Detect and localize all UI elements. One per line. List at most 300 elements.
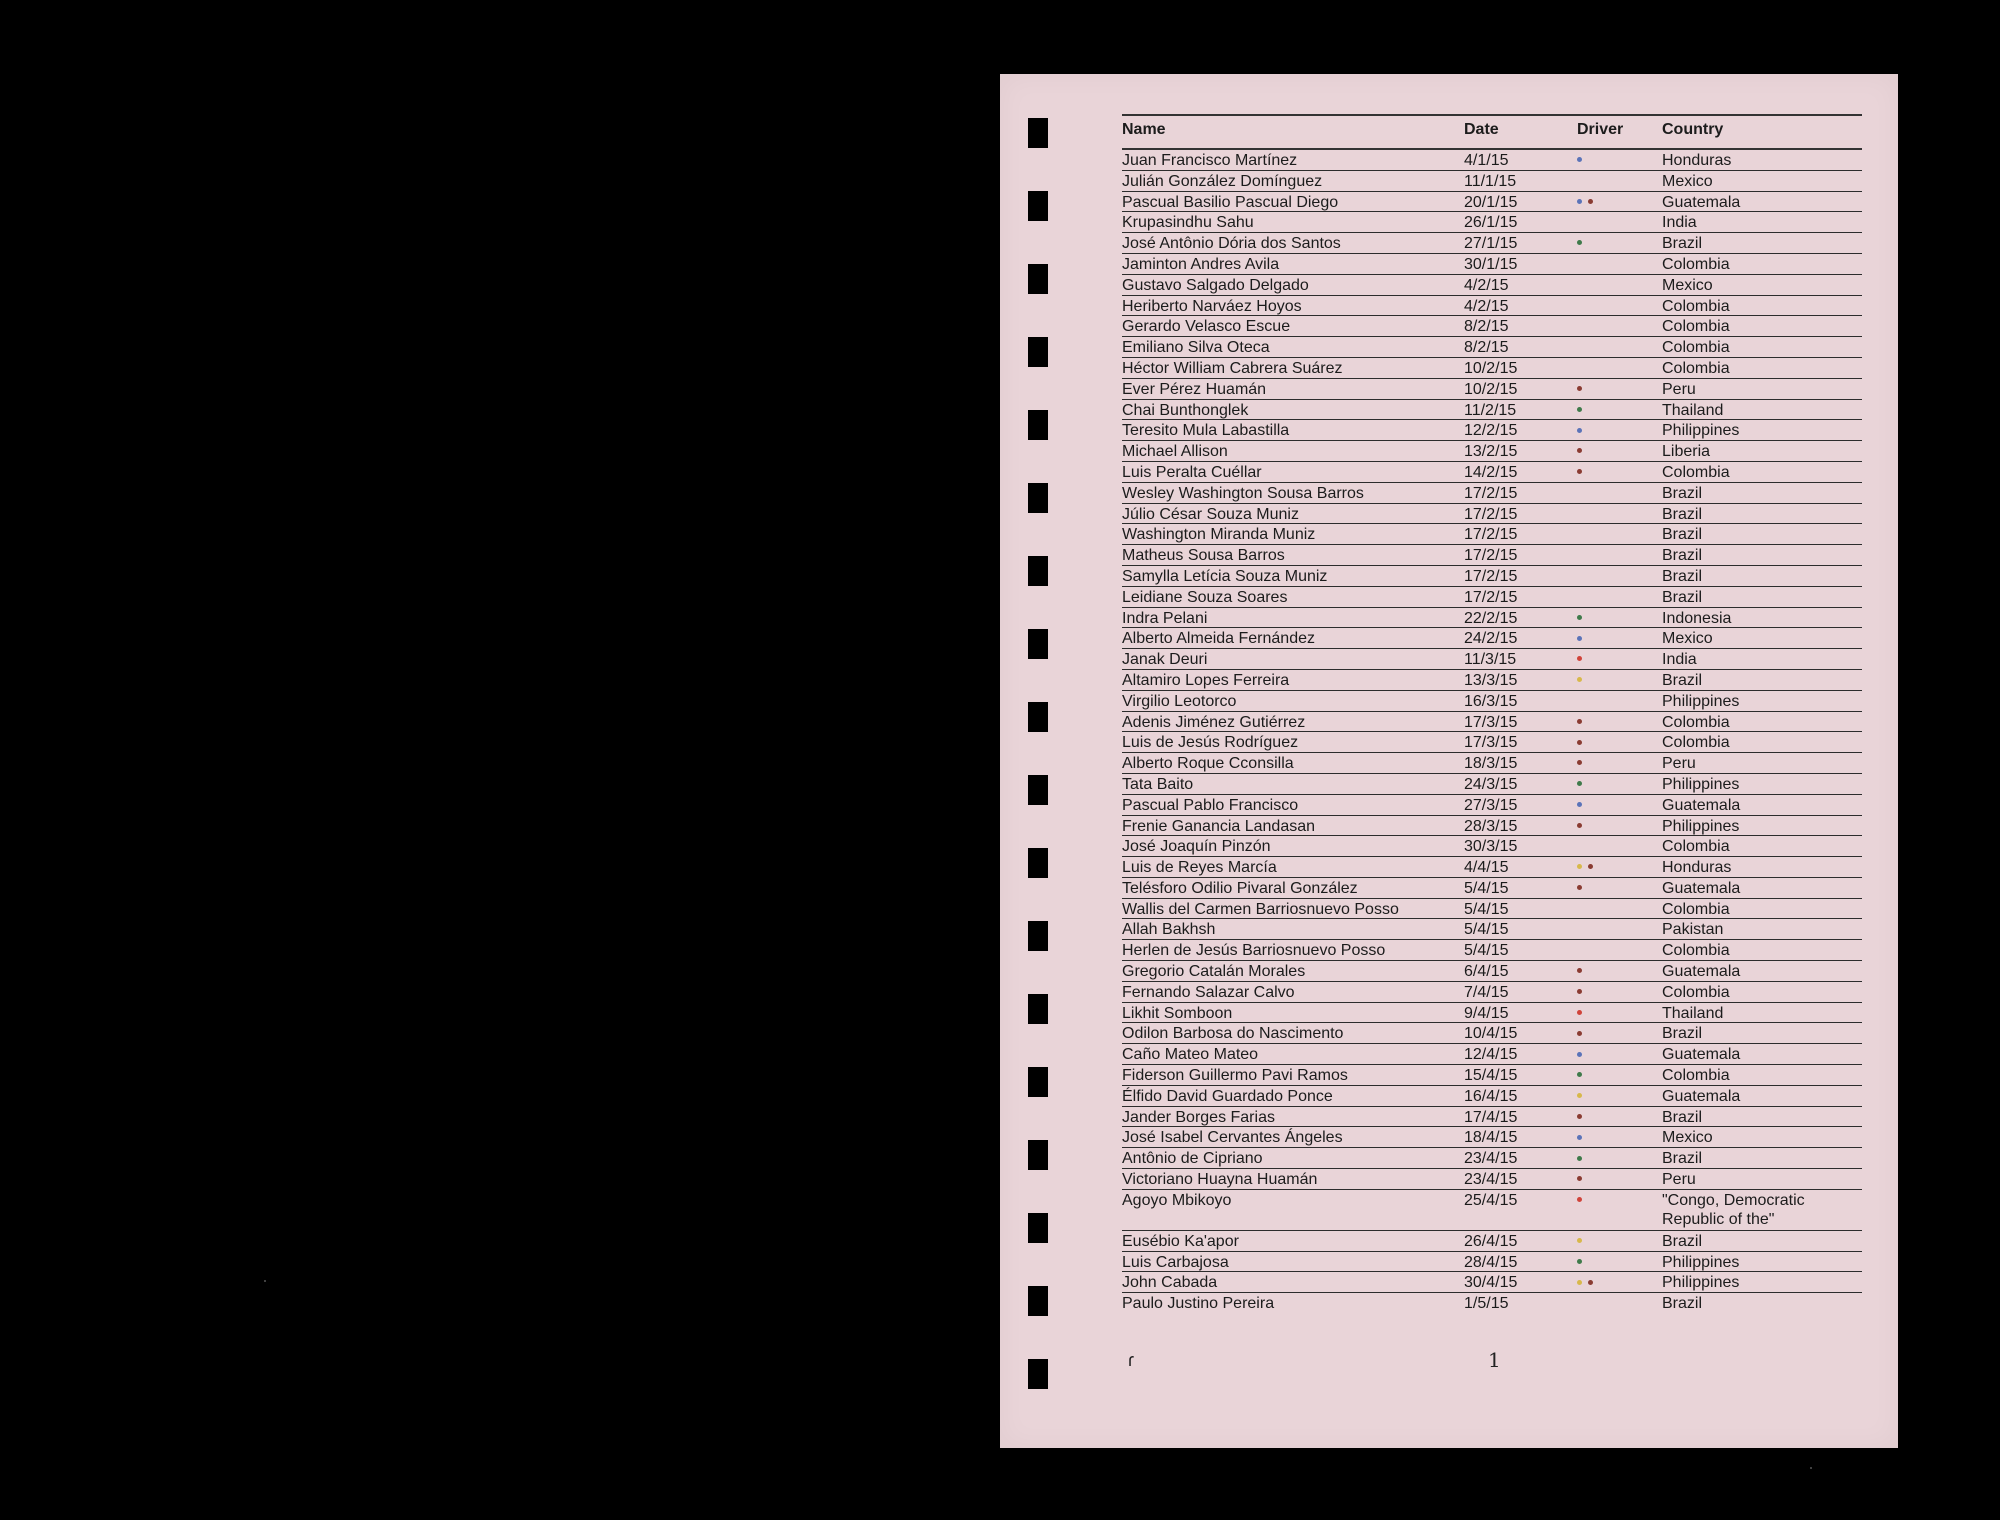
cell-driver [1577, 857, 1599, 876]
cell-driver [1577, 1231, 1588, 1250]
header-date: Date [1464, 121, 1499, 138]
table-row [1122, 233, 1862, 254]
cell-name: Pascual Pablo Francisco [1122, 796, 1299, 814]
cell-country: Colombia [1662, 359, 1730, 377]
cell-date: 16/4/15 [1464, 1087, 1518, 1105]
cell-date: 9/4/15 [1464, 1004, 1509, 1022]
table-row [1122, 982, 1862, 1003]
cell-country: Brazil [1662, 235, 1703, 253]
cell-name: Adenis Jiménez Gutiérrez [1122, 713, 1306, 731]
cell-driver [1577, 649, 1588, 668]
cell-name: Gerardo Velasco Escue [1122, 318, 1291, 336]
cell-country: Colombia [1662, 297, 1730, 315]
driver-dot-icon [1577, 636, 1582, 641]
cell-name: Paulo Justino Pereira [1122, 1295, 1275, 1313]
punch-hole [1028, 994, 1048, 1024]
document-page [1000, 74, 1898, 1448]
cell-name: Washington Miranda Muniz [1122, 526, 1316, 544]
driver-dot-icon [1588, 199, 1593, 204]
cell-date: 17/3/15 [1464, 713, 1518, 731]
table-row [1122, 1272, 1862, 1293]
cell-country: Brazil [1662, 1295, 1703, 1313]
dust-speck [264, 1280, 266, 1282]
cell-name: Ever Pérez Huamán [1122, 380, 1267, 398]
cell-name: Telésforo Odilio Pivaral González [1122, 879, 1358, 897]
cell-name: Luis de Jesús Rodríguez [1122, 734, 1299, 752]
cell-country: Guatemala [1662, 963, 1741, 981]
table-row [1122, 816, 1862, 837]
cell-date: 4/1/15 [1464, 152, 1509, 169]
cell-country: Mexico [1662, 172, 1713, 190]
driver-dot-icon [1577, 1259, 1582, 1264]
table-row [1122, 275, 1862, 296]
cell-date: 27/3/15 [1464, 796, 1518, 814]
cell-country: Peru [1662, 755, 1696, 773]
driver-dot-icon [1577, 1093, 1582, 1098]
cell-date: 17/2/15 [1464, 484, 1518, 502]
cell-driver [1577, 1044, 1588, 1063]
driver-dot-icon [1588, 864, 1593, 869]
cell-country: Mexico [1662, 1129, 1713, 1147]
punch-hole [1028, 1213, 1048, 1243]
cell-date: 26/4/15 [1464, 1232, 1518, 1250]
cell-name: Wesley Washington Sousa Barros [1122, 484, 1364, 502]
driver-dot-icon [1577, 386, 1582, 391]
cell-name: Fiderson Guillermo Pavi Ramos [1122, 1067, 1348, 1085]
cell-driver [1577, 712, 1588, 731]
table-row [1122, 1065, 1862, 1086]
cell-name: Samylla Letícia Souza Muniz [1122, 567, 1328, 585]
driver-dot-icon [1577, 1135, 1582, 1140]
cell-driver [1577, 670, 1588, 689]
cell-driver [1577, 1127, 1588, 1146]
cell-driver [1577, 753, 1588, 772]
cell-driver [1577, 400, 1588, 419]
cell-driver [1577, 1252, 1588, 1271]
driver-dot-icon [1577, 719, 1582, 724]
driver-dot-icon [1577, 1238, 1582, 1243]
cell-date: 18/4/15 [1464, 1129, 1518, 1147]
table-row [1122, 171, 1862, 192]
driver-dot-icon [1577, 802, 1582, 807]
cell-country: Colombia [1662, 463, 1730, 481]
cell-date: 17/2/15 [1464, 567, 1518, 585]
table-row [1122, 400, 1862, 421]
table-row [1122, 628, 1862, 649]
cell-country: Philippines [1662, 775, 1740, 793]
cell-country: Peru [1662, 1171, 1696, 1189]
cell-name: Herlen de Jesús Barriosnuevo Posso [1122, 942, 1386, 960]
driver-dot-icon [1577, 989, 1582, 994]
driver-dot-icon [1577, 615, 1582, 620]
table-row [1122, 732, 1862, 753]
cell-date: 6/4/15 [1464, 963, 1509, 981]
driver-dot-icon [1577, 1280, 1582, 1285]
cell-name: Luis Peralta Cuéllar [1122, 463, 1262, 481]
cell-driver [1577, 1023, 1588, 1042]
cell-date: 10/2/15 [1464, 380, 1518, 398]
cell-country: Honduras [1662, 152, 1732, 169]
cell-country: India [1662, 651, 1697, 669]
cell-name: Jaminton Andres Avila [1122, 255, 1280, 273]
cell-country: Philippines [1662, 692, 1740, 710]
cell-name: Luis de Reyes Marcía [1122, 859, 1277, 877]
cell-name: Heriberto Narváez Hoyos [1122, 297, 1302, 315]
driver-dot-icon [1577, 885, 1582, 890]
cell-date: 7/4/15 [1464, 983, 1509, 1001]
table-row [1122, 1169, 1862, 1190]
driver-dot-icon [1577, 740, 1582, 745]
cell-date: 24/2/15 [1464, 630, 1518, 648]
dust-speck [1810, 1467, 1812, 1469]
header-country: Country [1662, 121, 1724, 138]
cell-name: Antônio de Cipriano [1122, 1150, 1263, 1168]
cell-date: 17/3/15 [1464, 734, 1518, 752]
table-row [1122, 670, 1862, 691]
table-row [1122, 899, 1862, 920]
cell-driver [1577, 878, 1588, 897]
header-driver: Driver [1577, 121, 1624, 138]
cell-country: Philippines [1662, 1274, 1740, 1292]
cell-driver [1577, 1190, 1588, 1209]
cell-name: Michael Allison [1122, 443, 1228, 461]
cell-country: Colombia [1662, 713, 1730, 731]
table-row [1122, 462, 1862, 483]
cell-country: Colombia [1662, 339, 1730, 357]
cell-date: 5/4/15 [1464, 900, 1509, 918]
driver-dot-icon [1577, 1052, 1582, 1057]
cell-country: Guatemala [1662, 1046, 1741, 1064]
table-row [1122, 1044, 1862, 1065]
cell-date: 5/4/15 [1464, 879, 1509, 897]
table-row [1122, 379, 1862, 400]
cell-driver [1577, 462, 1588, 481]
cell-country: Colombia [1662, 1067, 1730, 1085]
punch-hole [1028, 483, 1048, 513]
cell-name: Tata Baito [1122, 775, 1194, 793]
cell-country: Thailand [1662, 1004, 1724, 1022]
cell-name: Likhit Somboon [1122, 1004, 1233, 1022]
cell-date: 15/4/15 [1464, 1067, 1518, 1085]
table-row [1122, 504, 1862, 525]
cell-country: Philippines [1662, 1253, 1740, 1271]
cell-name: Julián González Domínguez [1122, 172, 1323, 190]
cell-date: 11/3/15 [1464, 651, 1517, 669]
driver-dot-icon [1577, 760, 1582, 765]
cell-name: Matheus Sousa Barros [1122, 547, 1285, 565]
cell-name: Eusébio Ka'apor [1122, 1232, 1239, 1250]
cell-country: Guatemala [1662, 193, 1741, 211]
cell-name: Allah Bakhsh [1122, 921, 1216, 939]
table-row [1122, 691, 1862, 712]
cell-name: Indra Pelani [1122, 609, 1208, 627]
cell-driver [1577, 379, 1588, 398]
cell-date: 13/2/15 [1464, 443, 1518, 461]
cell-country: Guatemala [1662, 796, 1741, 814]
cell-name: Juan Francisco Martínez [1122, 152, 1298, 169]
punch-hole [1028, 264, 1048, 294]
cell-country: Honduras [1662, 859, 1732, 877]
driver-dot-icon [1577, 781, 1582, 786]
table-row [1122, 1190, 1862, 1231]
footer-mark: ɾ [1128, 1350, 1134, 1370]
driver-dot-icon [1577, 656, 1582, 661]
cell-country: Pakistan [1662, 921, 1724, 939]
cell-name: José Isabel Cervantes Ángeles [1122, 1129, 1343, 1147]
table-row [1122, 420, 1862, 441]
cell-date: 26/1/15 [1464, 214, 1518, 232]
cell-date: 4/4/15 [1464, 859, 1509, 877]
cell-driver [1577, 961, 1588, 980]
cell-driver [1577, 608, 1588, 627]
cell-country: Liberia [1662, 443, 1711, 461]
cell-country: Brazil [1662, 547, 1703, 565]
punch-hole [1028, 1286, 1048, 1316]
punch-hole [1028, 118, 1048, 148]
cell-date: 4/2/15 [1464, 276, 1509, 294]
cell-country: Peru [1662, 380, 1696, 398]
punch-hole [1028, 775, 1048, 805]
table-row [1122, 254, 1862, 275]
table-row [1122, 1231, 1862, 1252]
driver-dot-icon [1577, 864, 1582, 869]
punch-hole [1028, 191, 1048, 221]
cell-driver [1577, 420, 1588, 439]
table-row [1122, 192, 1862, 213]
cell-country: Colombia [1662, 942, 1730, 960]
cell-date: 5/4/15 [1464, 942, 1509, 960]
cell-name: Jander Borges Farias [1122, 1108, 1275, 1126]
driver-dot-icon [1577, 407, 1582, 412]
cell-country: Guatemala [1662, 879, 1741, 897]
cell-name: Alberto Roque Cconsilla [1122, 755, 1294, 773]
table-row [1122, 545, 1862, 566]
cell-driver [1577, 1169, 1588, 1188]
cell-date: 28/4/15 [1464, 1253, 1518, 1271]
driver-dot-icon [1577, 677, 1582, 682]
cell-date: 23/4/15 [1464, 1171, 1518, 1189]
cell-country: Brazil [1662, 526, 1703, 544]
driver-dot-icon [1577, 199, 1582, 204]
table-header [1122, 114, 1862, 150]
cell-name: Agoyo Mbikoyo [1122, 1191, 1232, 1209]
cell-date: 24/3/15 [1464, 775, 1518, 793]
cell-name: Gustavo Salgado Delgado [1122, 276, 1309, 294]
cell-date: 11/2/15 [1464, 401, 1517, 419]
driver-dot-icon [1577, 157, 1582, 162]
cell-country: "Congo, Democratic Republic of the" [1662, 1191, 1805, 1228]
table-row [1122, 1127, 1862, 1148]
driver-dot-icon [1588, 1280, 1593, 1285]
cell-date: 14/2/15 [1464, 463, 1518, 481]
cell-name: Leidiane Souza Soares [1122, 588, 1288, 606]
cell-country: India [1662, 214, 1697, 232]
table-row [1122, 1107, 1862, 1128]
cell-driver [1577, 774, 1588, 793]
punch-hole [1028, 629, 1048, 659]
table-row [1122, 608, 1862, 629]
cell-country: Brazil [1662, 1232, 1703, 1250]
cell-country: Mexico [1662, 276, 1713, 294]
cell-driver [1577, 1107, 1588, 1126]
driver-dot-icon [1577, 1156, 1582, 1161]
driver-dot-icon [1577, 240, 1582, 245]
cell-name: José Joaquín Pinzón [1122, 838, 1271, 856]
punch-hole [1028, 556, 1048, 586]
table-row [1122, 712, 1862, 733]
punch-hole [1028, 337, 1048, 367]
cell-country: Brazil [1662, 1025, 1703, 1043]
cell-name: Teresito Mula Labastilla [1122, 422, 1290, 440]
cell-name: Odilon Barbosa do Nascimento [1122, 1025, 1344, 1043]
table-row [1122, 566, 1862, 587]
cell-driver [1577, 795, 1588, 814]
table-row [1122, 587, 1862, 608]
cell-name: Virgilio Leotorco [1122, 692, 1237, 710]
cell-name: Emiliano Silva Oteca [1122, 339, 1270, 357]
table-row [1122, 919, 1862, 940]
cell-date: 12/4/15 [1464, 1046, 1518, 1064]
cell-date: 28/3/15 [1464, 817, 1518, 835]
cell-country: Philippines [1662, 422, 1740, 440]
table-row [1122, 940, 1862, 961]
cell-name: Alberto Almeida Fernández [1122, 630, 1315, 648]
cell-country: Brazil [1662, 671, 1703, 689]
cell-country: Philippines [1662, 817, 1740, 835]
punch-hole [1028, 1140, 1048, 1170]
cell-driver [1577, 732, 1588, 751]
cell-name: Élfido David Guardado Ponce [1122, 1087, 1333, 1105]
cell-date: 30/3/15 [1464, 838, 1518, 856]
cell-date: 13/3/15 [1464, 671, 1518, 689]
cell-country: Brazil [1662, 588, 1703, 606]
cell-date: 23/4/15 [1464, 1150, 1518, 1168]
cell-date: 30/4/15 [1464, 1274, 1518, 1292]
victims-table [1122, 114, 1862, 1313]
cell-date: 5/4/15 [1464, 921, 1509, 939]
cell-country: Colombia [1662, 983, 1730, 1001]
table-row [1122, 337, 1862, 358]
table-row [1122, 878, 1862, 899]
cell-driver [1577, 1148, 1588, 1167]
driver-dot-icon [1577, 1197, 1582, 1202]
cell-name: Chai Bunthonglek [1122, 401, 1249, 419]
cell-driver [1577, 1086, 1588, 1105]
cell-date: 1/5/15 [1464, 1295, 1509, 1313]
cell-name: Altamiro Lopes Ferreira [1122, 671, 1290, 689]
cell-name: Caño Mateo Mateo [1122, 1046, 1259, 1064]
punch-hole [1028, 921, 1048, 951]
driver-dot-icon [1577, 968, 1582, 973]
driver-dot-icon [1577, 428, 1582, 433]
cell-name: Krupasindhu Sahu [1122, 214, 1254, 232]
cell-country: Brazil [1662, 484, 1703, 502]
cell-date: 10/2/15 [1464, 359, 1518, 377]
cell-driver [1577, 192, 1599, 211]
table-row [1122, 1003, 1862, 1024]
cell-date: 11/1/15 [1464, 172, 1517, 190]
cell-date: 8/2/15 [1464, 339, 1509, 357]
cell-date: 18/3/15 [1464, 755, 1518, 773]
page-number: 1 [1488, 1348, 1501, 1372]
table-row [1122, 150, 1862, 171]
cell-driver [1577, 1065, 1588, 1084]
cell-date: 17/4/15 [1464, 1108, 1518, 1126]
cell-name: Júlio César Souza Muniz [1122, 505, 1299, 523]
cell-country: Colombia [1662, 318, 1730, 336]
cell-date: 17/2/15 [1464, 547, 1518, 565]
cell-date: 8/2/15 [1464, 318, 1509, 336]
cell-driver [1577, 1003, 1588, 1022]
cell-driver [1577, 150, 1588, 169]
table-row [1122, 774, 1862, 795]
cell-name: José Antônio Dória dos Santos [1122, 235, 1341, 253]
cell-name: Héctor William Cabrera Suárez [1122, 359, 1343, 377]
cell-date: 16/3/15 [1464, 692, 1518, 710]
cell-name: Janak Deuri [1122, 651, 1208, 669]
cell-country: Colombia [1662, 255, 1730, 273]
driver-dot-icon [1577, 823, 1582, 828]
cell-driver [1577, 233, 1588, 252]
cell-name: Wallis del Carmen Barriosnuevo Posso [1122, 900, 1399, 918]
punch-hole [1028, 410, 1048, 440]
table-row [1122, 795, 1862, 816]
cell-date: 4/2/15 [1464, 297, 1509, 315]
cell-date: 27/1/15 [1464, 235, 1518, 253]
cell-country: Brazil [1662, 1108, 1703, 1126]
driver-dot-icon [1577, 1031, 1582, 1036]
cell-date: 22/2/15 [1464, 609, 1518, 627]
driver-dot-icon [1577, 448, 1582, 453]
cell-date: 25/4/15 [1464, 1191, 1518, 1209]
cell-country: Colombia [1662, 900, 1730, 918]
cell-date: 12/2/15 [1464, 422, 1518, 440]
cell-name: Frenie Ganancia Landasan [1122, 817, 1316, 835]
table-row [1122, 1293, 1862, 1313]
cell-country: Colombia [1662, 734, 1730, 752]
header-name: Name [1122, 121, 1166, 138]
cell-name: Gregorio Catalán Morales [1122, 963, 1306, 981]
cell-driver [1577, 1272, 1599, 1291]
table-row [1122, 483, 1862, 504]
table-row [1122, 1086, 1862, 1107]
table-row [1122, 358, 1862, 379]
cell-country: Brazil [1662, 505, 1703, 523]
cell-date: 20/1/15 [1464, 193, 1518, 211]
cell-country: Guatemala [1662, 1087, 1741, 1105]
cell-date: 17/2/15 [1464, 505, 1518, 523]
cell-date: 30/1/15 [1464, 255, 1518, 273]
table-row [1122, 524, 1862, 545]
cell-country: Brazil [1662, 1150, 1703, 1168]
cell-country: Brazil [1662, 567, 1703, 585]
cell-name: Luis Carbajosa [1122, 1253, 1229, 1271]
punch-hole [1028, 848, 1048, 878]
cell-driver [1577, 982, 1588, 1001]
table-row [1122, 649, 1862, 670]
table-row [1122, 753, 1862, 774]
cell-driver [1577, 628, 1588, 647]
cell-name: John Cabada [1122, 1274, 1218, 1292]
cell-driver [1577, 816, 1588, 835]
cell-country: Indonesia [1662, 609, 1732, 627]
cell-date: 17/2/15 [1464, 526, 1518, 544]
driver-dot-icon [1577, 1072, 1582, 1077]
table-row [1122, 212, 1862, 233]
driver-dot-icon [1577, 1010, 1582, 1015]
table-row [1122, 836, 1862, 857]
table-row [1122, 1148, 1862, 1169]
